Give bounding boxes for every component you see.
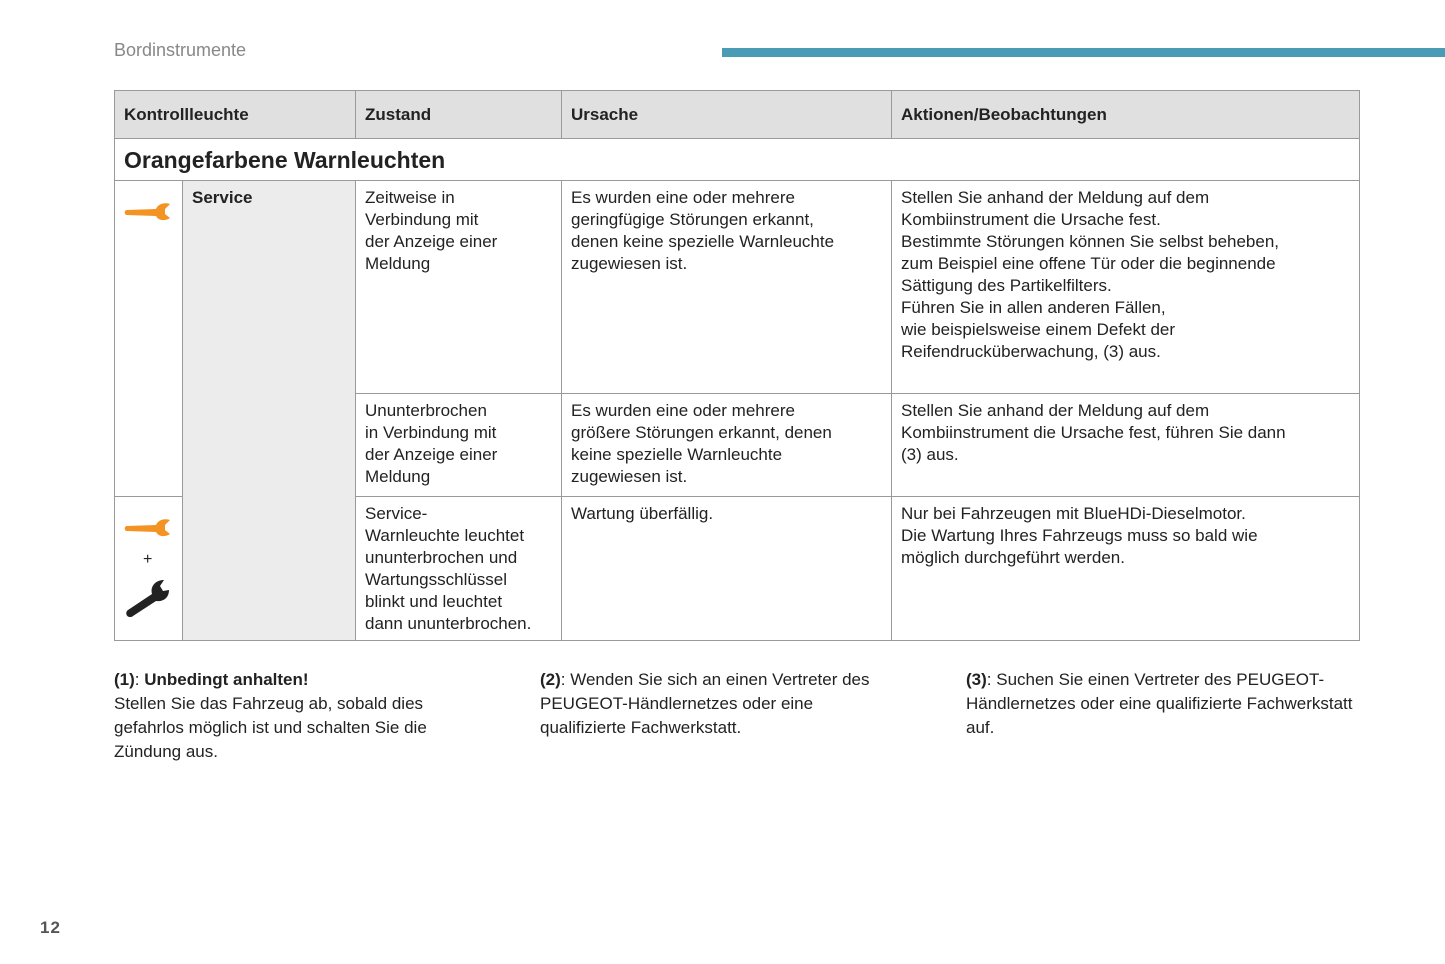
lamp-name: Service xyxy=(182,180,356,641)
row1-action: Stellen Sie anhand der Meldung auf dem Kombiinstrument die Ursache fest. Bestimmte Störungen können Sie selbst beheben, zum Beispiel eine offene Tür oder die beginnende Sättigung des Partikelfilters. Führen Sie in allen anderen Fällen, wie beispielsweise einem Defekt der Reifendrucküberwachung, (3) aus. xyxy=(891,180,1360,394)
footnote-text: Suchen Sie einen Vertreter des PEUGEOT-Händlernetzes oder eine qualifizierte Fachwerkstatt auf. xyxy=(966,670,1353,737)
icon-cell-1 xyxy=(114,180,183,497)
group-title: Orangefarbene Warnleuchten xyxy=(114,138,1360,181)
footnote-sep: : xyxy=(986,670,997,689)
wrench-orange-icon xyxy=(124,201,174,225)
footnote-ref: (2) xyxy=(540,670,561,689)
footnote-sep: : xyxy=(560,670,571,689)
row2-action: Stellen Sie anhand der Meldung auf dem Kombiinstrument die Ursache fest, führen Sie dann (3) aus. xyxy=(891,393,1360,497)
footnote-1 xyxy=(114,668,474,764)
icon-cell-2 xyxy=(114,496,183,641)
footnote-ref: (3) xyxy=(966,670,987,689)
row1-state: Zeitweise in Verbindung mit der Anzeige einer Meldung xyxy=(355,180,562,394)
row3-cause: Wartung überfällig. xyxy=(561,496,892,641)
footnote-sep: : xyxy=(134,670,145,689)
section-title: Bordinstrumente xyxy=(114,40,247,60)
footnote-ref: (1) xyxy=(114,670,135,689)
footnote-2 xyxy=(540,668,885,740)
column-header-state: Zustand xyxy=(355,90,562,139)
row3-action: Nur bei Fahrzeugen mit BlueHDi-Dieselmotor. Die Wartung Ihres Fahrzeugs muss so bald wie möglich durchgeführt werden. xyxy=(891,496,1360,641)
column-header-action: Aktionen/Beobachtungen xyxy=(891,90,1360,139)
column-header-cause: Ursache xyxy=(561,90,892,139)
page-number: 12 xyxy=(40,918,61,937)
row2-cause: Es wurden eine oder mehrere größere Störungen erkannt, denen keine spezielle Warnleuchte zugewiesen ist. xyxy=(561,393,892,497)
footnote-3 xyxy=(966,668,1361,740)
footnote-text: Wenden Sie sich an einen Vertreter des PEUGEOT-Händlernetzes oder eine qualifizierte Fachwerkstatt. xyxy=(540,670,870,737)
footnote-text: Stellen Sie das Fahrzeug ab, sobald dies gefahrlos möglich ist und schalten Sie die Zündung aus. xyxy=(114,694,427,761)
footnote-title: Unbedingt anhalten! xyxy=(144,670,309,689)
wrench-black-icon xyxy=(125,579,173,619)
plus-sign: + xyxy=(143,551,153,568)
row2-state: Ununterbrochen in Verbindung mit der Anzeige einer Meldung xyxy=(355,393,562,497)
wrench-orange-icon xyxy=(124,517,174,541)
accent-bar xyxy=(722,48,1445,57)
row1-cause: Es wurden eine oder mehrere geringfügige Störungen erkannt, denen keine spezielle Warnleuchte zugewiesen ist. xyxy=(561,180,892,394)
row3-state: Service- Warnleuchte leuchtet ununterbrochen und Wartungsschlüssel blinkt und leuchtet dann ununterbrochen. xyxy=(355,496,562,641)
column-header-lamp: Kontrollleuchte xyxy=(114,90,356,139)
